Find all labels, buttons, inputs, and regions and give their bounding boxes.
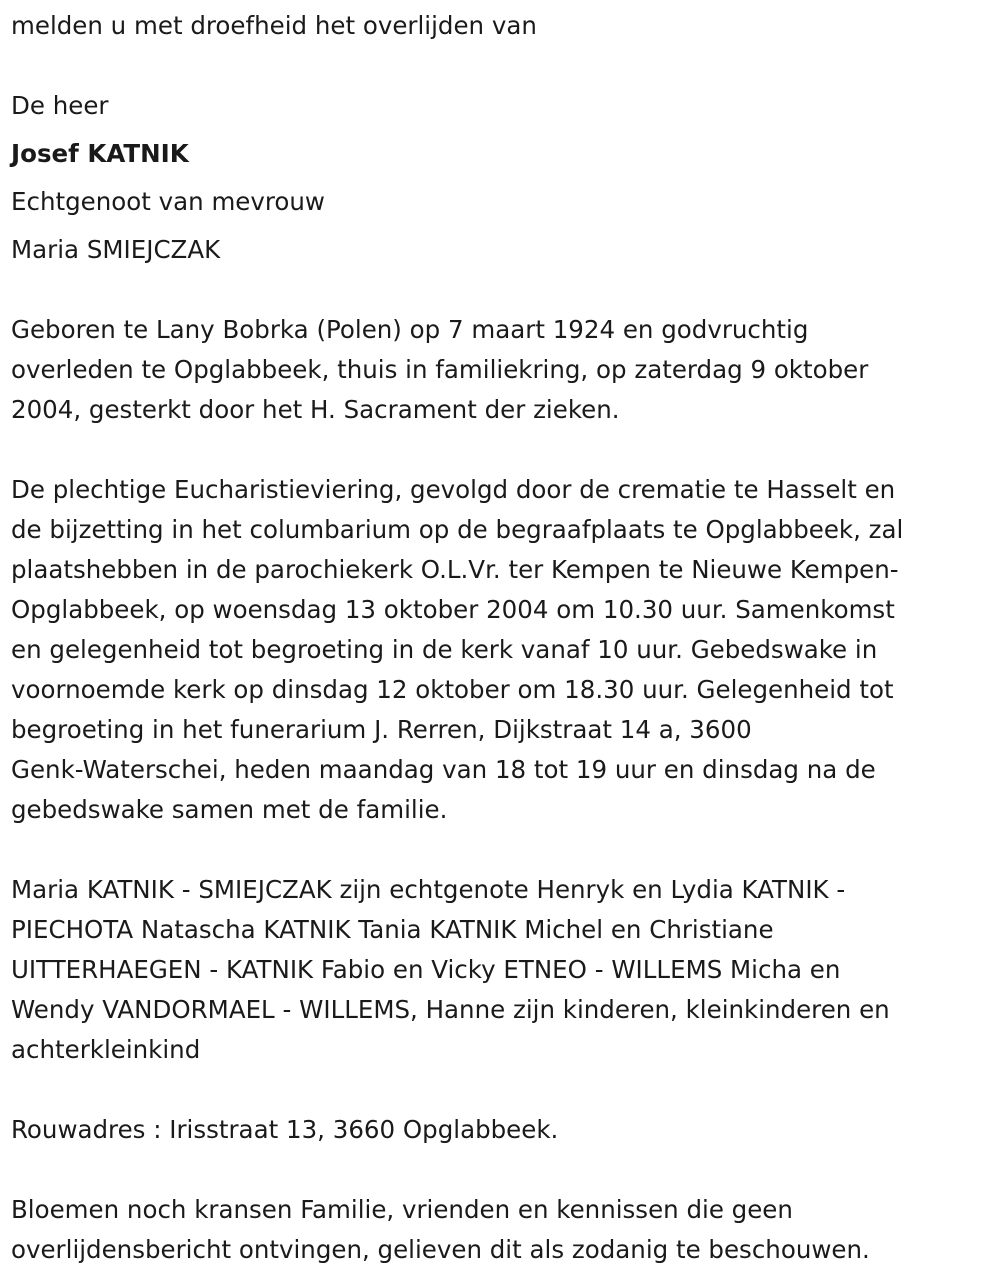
paragraph-line: Genk-Waterschei, heden maandag van 18 tot 19 uur en dinsdag na de xyxy=(11,755,876,784)
deceased-name: Josef KATNIK xyxy=(11,139,189,168)
paragraph-line: PIECHOTA Natascha KATNIK Tania KATNIK Michel en Christiane xyxy=(11,915,774,944)
paragraph-line: Opglabbeek, op woensdag 13 oktober 2004 om 10.30 uur. Samenkomst xyxy=(11,595,895,624)
paragraph-line: de bijzetting in het columbarium op de begraafplaats te Opglabbeek, zal xyxy=(11,515,904,544)
relation-text: Echtgenoot van mevrouw xyxy=(11,187,325,216)
paragraph-line: Bloemen noch kransen Familie, vrienden en kennissen die geen xyxy=(11,1195,793,1224)
paragraph-line: gebedswake samen met de familie. xyxy=(11,795,448,824)
intro-line: melden u met droefheid het overlijden van xyxy=(11,11,537,40)
paragraph-line: achterkleinkind xyxy=(11,1035,201,1064)
paragraph-line: 2004, gesterkt door het H. Sacrament der zieken. xyxy=(11,395,620,424)
family-paragraph xyxy=(11,870,986,1070)
paragraph-line: UITTERHAEGEN - KATNIK Fabio en Vicky ETNEO - WILLEMS Micha en xyxy=(11,955,841,984)
paragraph-line: begroeting in het funerarium J. Rerren, Dijkstraat 14 a, 3600 xyxy=(11,715,752,744)
mourning-address: Rouwadres : Irisstraat 13, 3660 Opglabbeek. xyxy=(11,1115,559,1144)
paragraph-line: voornoemde kerk op dinsdag 12 oktober om 18.30 uur. Gelegenheid tot xyxy=(11,675,894,704)
intro-text xyxy=(11,6,986,46)
paragraph-line: Maria KATNIK - SMIEJCZAK zijn echtgenote Henryk en Lydia KATNIK - xyxy=(11,875,846,904)
paragraph-line: plaatshebben in de parochiekerk O.L.Vr. ter Kempen te Nieuwe Kempen- xyxy=(11,555,899,584)
address-paragraph xyxy=(11,1110,986,1150)
paragraph-line: overleden te Opglabbeek, thuis in familiekring, op zaterdag 9 oktober xyxy=(11,355,869,384)
salutation: De heer xyxy=(11,91,109,120)
spouse-name: Maria SMIEJCZAK xyxy=(11,235,221,264)
paragraph-line: en gelegenheid tot begroeting in de kerk vanaf 10 uur. Gebedswake in xyxy=(11,635,878,664)
deceased-heading xyxy=(11,82,986,274)
paragraph-line: overlijdensbericht ontvingen, gelieven dit als zodanig te beschouwen. xyxy=(11,1235,870,1264)
paragraph-line: Wendy VANDORMAEL - WILLEMS, Hanne zijn kinderen, kleinkinderen en xyxy=(11,995,890,1024)
closing-paragraph xyxy=(11,1190,986,1270)
paragraph-line: Geboren te Lany Bobrka (Polen) op 7 maart 1924 en godvruchtig xyxy=(11,315,809,344)
paragraph-line: De plechtige Eucharistieviering, gevolgd door de crematie te Hasselt en xyxy=(11,475,896,504)
ceremony-paragraph xyxy=(11,470,986,830)
birth-death-paragraph xyxy=(11,310,986,430)
